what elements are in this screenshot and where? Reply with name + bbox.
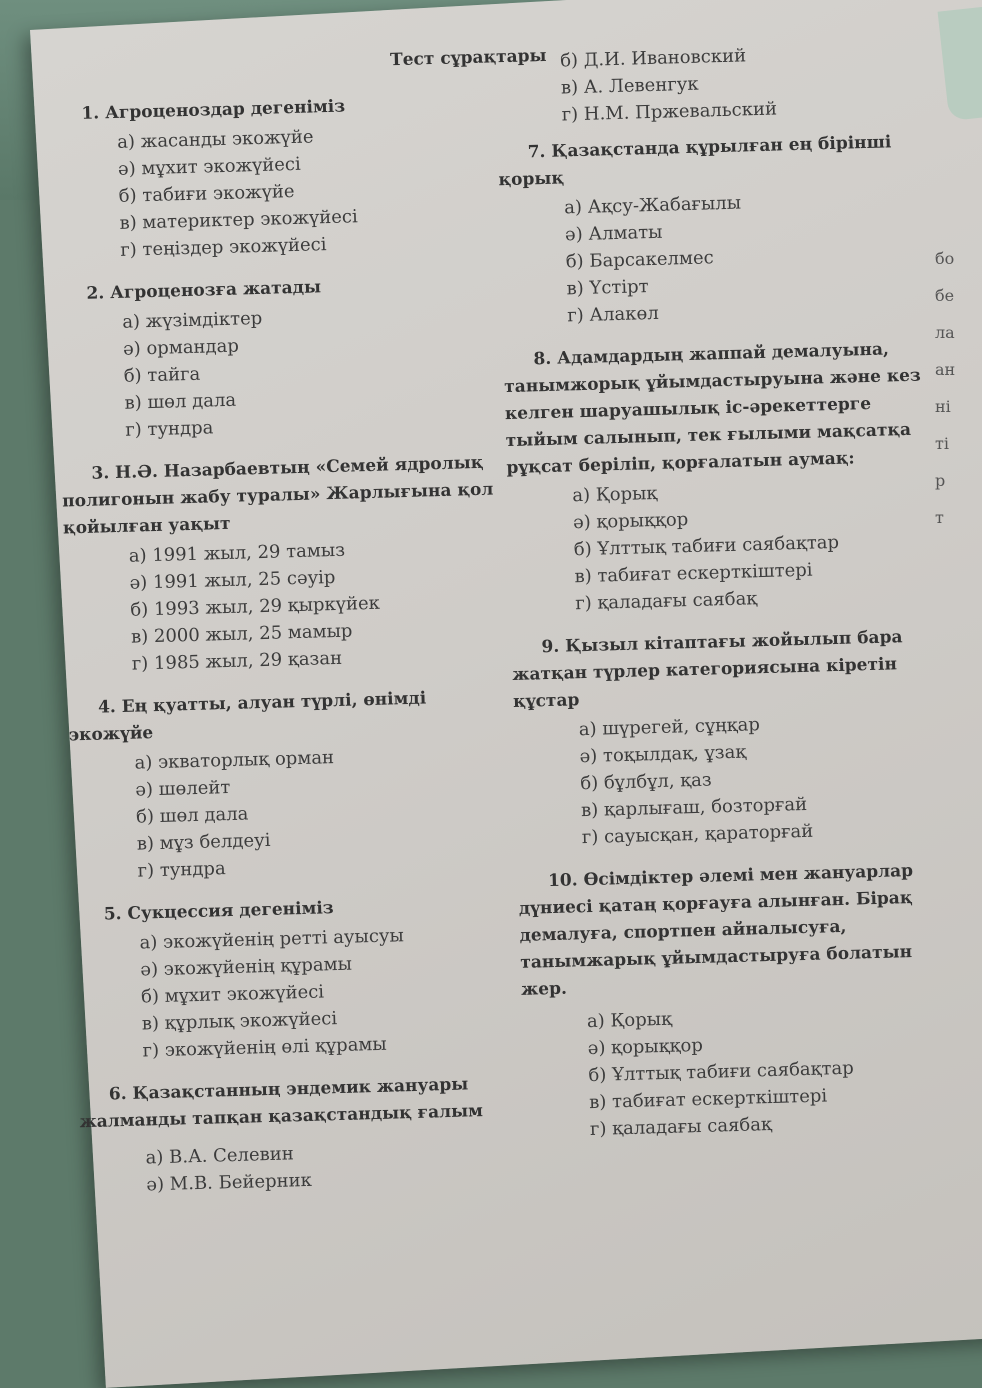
question-text: 6. Қазақстанның эндемик жануары жалманды тапқан қазақстандық ғалым — [79, 1074, 484, 1133]
question-text: 10. Өсімдіктер әлемі мен жануарлар дүниесі қатаң қорғауға алынған. Бірақ демалуға, спортпен айналысуға, танымжарық ұйымдастыруға болатын жер. — [518, 860, 914, 1000]
option: в) А. Левенгук — [560, 73, 699, 99]
option: ә) Алматы — [564, 221, 663, 246]
option: ә) мұхит экожүйесі — [117, 153, 302, 180]
question-text: 2. Агроценозға жатады — [86, 277, 322, 304]
question-text: 3. Н.Ә. Назарбаевтың «Семей ядролық полигонын жабу туралы» Жарлығына қол қойылған уақыт — [62, 452, 494, 539]
option: а) Қорық — [572, 482, 658, 507]
option: а) экожүйенің ретті ауысуы — [139, 925, 405, 954]
options — [63, 532, 507, 679]
question-3 — [61, 449, 507, 679]
question-7 — [497, 128, 942, 331]
option: ә) тоқылдақ, ұзақ — [579, 741, 747, 768]
question-6 — [79, 1070, 522, 1200]
option: а) экваторлық орман — [134, 747, 335, 774]
question-4 — [68, 683, 513, 886]
option: г) экожүйенің өлі құрамы — [142, 1033, 388, 1062]
option: ә) қорыққор — [572, 509, 689, 534]
option: г) 1985 жыл, 29 қазан — [131, 647, 343, 675]
option: б) мұхит экожүйесі — [140, 981, 325, 1008]
option: б) Д.И. Ивановский — [559, 45, 747, 72]
option: г) теңіздер экожүйесі — [119, 234, 327, 261]
option: г) тундра — [137, 858, 226, 882]
options — [74, 919, 518, 1066]
option: ә) шөлейт — [135, 776, 231, 801]
question-10 — [518, 857, 966, 1145]
question-text: 9. Қызыл кітаптағы жойылып бара жатқан түрлер категориясына кіретін құстар — [512, 627, 903, 713]
option: а) жасанды экожүйе — [116, 126, 314, 153]
option: в) қарлығаш, бозторғай — [580, 793, 808, 822]
edge-fragment: ні — [935, 397, 951, 416]
option: в) материктер экожүйесі — [119, 206, 358, 234]
option: а) 1991 жыл, 29 тамыз — [128, 539, 346, 567]
option: г) сауысқан, қараторғай — [581, 820, 814, 849]
edge-fragment: бе — [935, 286, 955, 305]
edge-fragment: ла — [935, 323, 955, 342]
option: в) Үстірт — [566, 276, 649, 300]
option: б) шөл дала — [135, 803, 249, 828]
option: г) қаладағы саябақ — [575, 588, 758, 615]
option: а) Ақсу-Жабағылы — [563, 192, 742, 219]
options — [80, 1134, 521, 1200]
question-text: 7. Қазақстанда құрылған ең бірінші қорық — [498, 132, 892, 191]
option: г) қаладағы саябақ — [589, 1113, 773, 1141]
next-page-edge-text — [935, 240, 982, 536]
left-column — [51, 89, 522, 1216]
edge-fragment: ан — [935, 360, 956, 379]
question-2 — [56, 269, 500, 445]
options — [52, 118, 496, 265]
question-5 — [73, 890, 517, 1066]
option: г) Алакөл — [567, 302, 660, 327]
option: ә) ормандар — [122, 335, 240, 360]
option: ә) 1991 жыл, 25 сәуір — [129, 566, 336, 594]
option: б) 1993 жыл, 29 қыркүйек — [130, 592, 381, 621]
right-column — [495, 37, 966, 1161]
option: б) Ұлттық табиғи саябақтар — [588, 1057, 855, 1087]
page-title: Тест сұрақтары — [389, 45, 547, 71]
option: в) 2000 жыл, 25 мамыр — [130, 620, 353, 648]
edge-fragment: р — [935, 471, 946, 490]
options — [69, 739, 513, 886]
option: а) жүзімдіктер — [122, 307, 263, 333]
question-text: 1. Агроценоздар дегеніміз — [81, 96, 346, 124]
option: в) табиғат ескерткіштері — [588, 1085, 828, 1114]
option: в) мұз белдеуі — [136, 829, 271, 855]
options — [507, 472, 951, 619]
option: а) шүрегей, сұңқар — [578, 714, 761, 741]
option: в) шөл дала — [124, 389, 237, 414]
options — [57, 298, 501, 445]
option: в) табиғат ескерткіштері — [574, 559, 813, 588]
question-text: 5. Сукцессия дегеніміз — [103, 898, 334, 925]
option: а) Қорық — [586, 1008, 673, 1033]
edge-fragment: бо — [935, 249, 955, 268]
edge-fragment: ті — [935, 434, 949, 453]
question-text: 8. Адамдардың жаппай демалуына, танымжорық ұйымдастыруына және кез келген шаруашылық іс-әрекеттерге тыйым салынып, тек ғылыми мақсатқа рұқсат беріліп, қорғалатын аумақ: — [503, 339, 922, 479]
options — [499, 184, 943, 331]
option: г) Н.М. Пржевальский — [561, 98, 778, 126]
option: б) бұлбұл, қаз — [580, 769, 712, 795]
option: ә) қорыққор — [587, 1034, 704, 1060]
question-1 — [51, 89, 495, 265]
options — [522, 998, 966, 1145]
option: г) тундра — [125, 417, 214, 441]
option: ә) экожүйенің құрамы — [140, 953, 353, 981]
option: в) құрлық экожүйесі — [141, 1008, 338, 1035]
page-content — [40, 37, 974, 1302]
question-text: 4. Ең қуатты, алуан түрлі, өнімді экожүйе — [68, 688, 427, 746]
option: а) В.А. Селевин — [145, 1143, 295, 1169]
option: ә) М.В. Бейерник — [146, 1169, 313, 1196]
question-6-continued — [495, 37, 937, 130]
edge-fragment: т — [935, 508, 944, 527]
question-8 — [503, 335, 950, 619]
page-tab — [938, 2, 982, 121]
option: б) Ұлттық табиғи саябақтар — [573, 531, 840, 561]
option: б) Барсакелмес — [565, 247, 714, 273]
options — [514, 706, 958, 853]
option: б) тайга — [123, 363, 201, 387]
option: б) табиғи экожүйе — [118, 180, 295, 207]
question-9 — [511, 623, 957, 853]
